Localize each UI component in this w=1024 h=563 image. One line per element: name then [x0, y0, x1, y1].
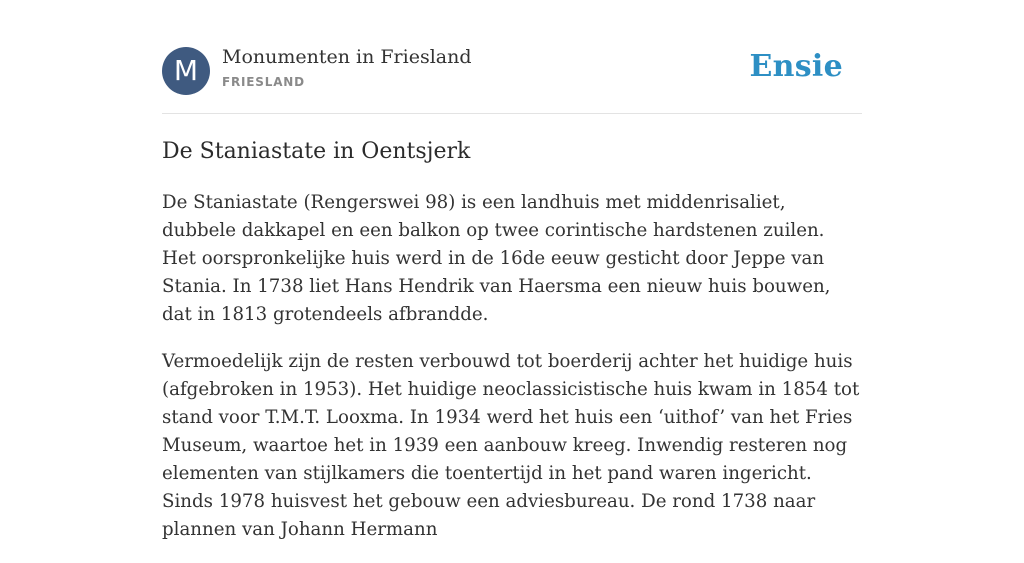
- brand-logo[interactable]: Ensie: [749, 49, 843, 84]
- article-body: [162, 189, 862, 563]
- blog-subtitle[interactable]: FRIESLAND: [222, 75, 305, 89]
- paragraph: De Staniastate (Rengerswei 98) is een landhuis met middenrisaliet, dubbele dakkapel en een balkon op twee corintische hardstenen zuilen. Het oorspronkelijke huis werd in de 16de eeuw gesticht door Jeppe van Stania. In 1738 liet Hans Hendrik van Haersma een nieuw huis bouwen, dat in 1813 grotendeels afbrandde.: [162, 192, 831, 325]
- paragraph: Vermoedelijk zijn de resten verbouwd tot boerderij achter het huidige huis (afgebroken in 1953). Het huidige neoclassicistische huis kwam in 1854 tot stand voor T.M.T. Looxma. In 1934 werd het huis een ‘uithof’ van het Fries Museum, waartoe het in 1939 een aanbouw kreeg. Inwendig resteren nog elementen van stijlkamers die toentertijd in het pand waren ingericht. Sinds 1978 huisvest het gebouw een adviesbureau. De rond 1738 naar plannen van Johann Hermann: [162, 351, 860, 540]
- blog-title[interactable]: Monumenten in Friesland: [222, 46, 472, 68]
- page: [162, 0, 862, 540]
- article-title: De Staniastate in Oentsjerk: [162, 139, 471, 164]
- header: [162, 0, 862, 114]
- avatar[interactable]: M: [162, 47, 210, 95]
